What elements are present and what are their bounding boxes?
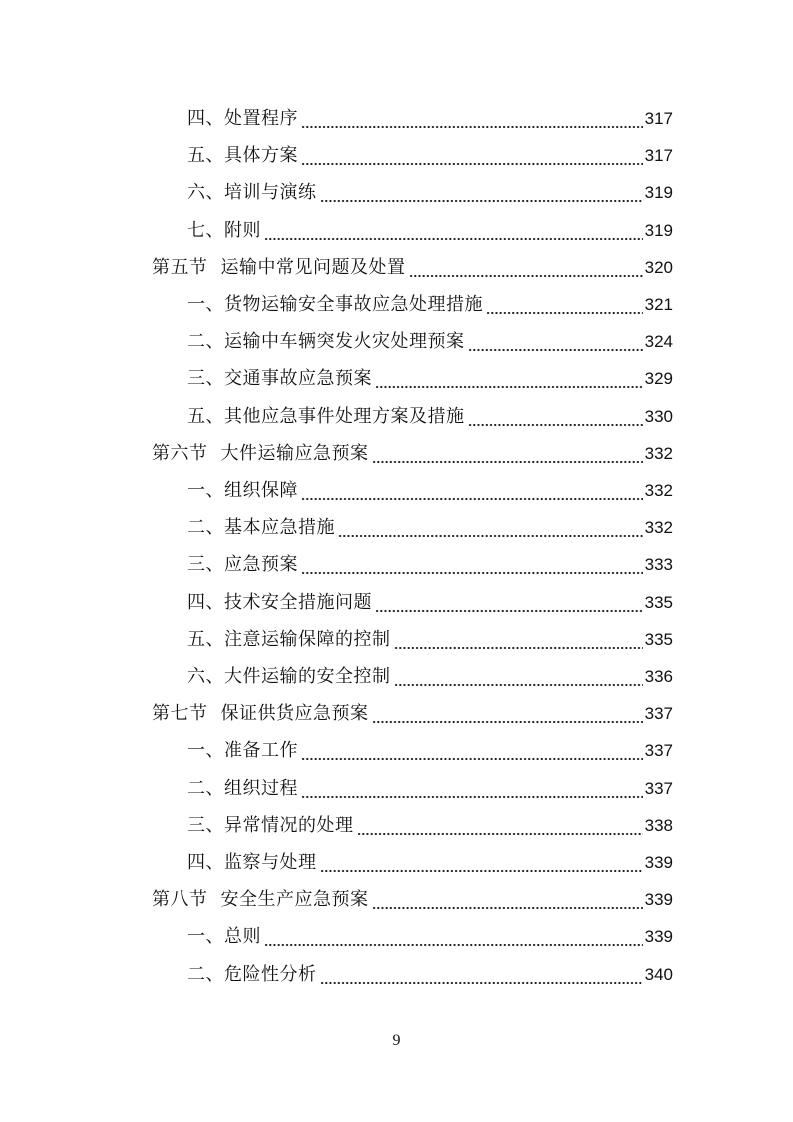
dot-leader [357, 807, 643, 844]
dot-leader [301, 732, 643, 769]
toc-subsection-entry[interactable] [187, 212, 673, 249]
toc-entry-page: 338 [644, 815, 673, 835]
toc-entry-title [187, 323, 465, 360]
toc-entry-title [187, 398, 465, 435]
toc-entry-page: 332 [644, 443, 673, 463]
toc-entry-page: 332 [644, 481, 673, 500]
toc-entry-text: 具体方案 [224, 145, 298, 167]
toc-entry-title [187, 844, 317, 881]
toc-entry-title [187, 732, 298, 769]
toc-entry-page: 332 [644, 518, 673, 538]
toc-entry-text: 监察与处理 [224, 852, 317, 873]
toc-entry-text: 异常情况的处理 [224, 814, 354, 836]
toc-section-entry[interactable] [152, 435, 673, 472]
toc-entry-page: 330 [644, 406, 673, 426]
toc-entry-number: 五、 [187, 628, 224, 650]
toc-subsection-entry[interactable] [187, 360, 673, 397]
toc-entry-number: 四、 [187, 591, 224, 613]
toc-entry-page: 335 [644, 629, 673, 649]
toc-entry-page: 336 [644, 667, 673, 686]
dot-leader [372, 435, 643, 472]
toc-entry-title [187, 100, 298, 137]
toc-entry-title [187, 918, 261, 955]
dot-leader [301, 770, 643, 807]
toc-entry-text: 交通事故应急预案 [224, 368, 372, 390]
toc-subsection-entry[interactable] [187, 174, 673, 211]
toc-entry-title [187, 546, 298, 583]
toc-entry-number: 四、 [187, 108, 224, 129]
toc-entry-title [187, 807, 354, 844]
toc-entry-text: 其他应急事件处理方案及措施 [224, 405, 465, 427]
toc-entry-number: 五、 [187, 405, 224, 427]
toc-entry-title [187, 584, 372, 621]
toc-entry-number: 一、 [187, 926, 224, 948]
dot-leader [320, 844, 643, 881]
dot-leader [468, 323, 643, 360]
toc-subsection-entry[interactable] [187, 286, 673, 323]
toc-entry-number: 第八节 [152, 889, 208, 911]
toc-entry-number: 第五节 [152, 256, 208, 278]
toc-section-entry[interactable] [152, 249, 673, 286]
toc-entry-text: 注意运输保障的控制 [224, 628, 391, 650]
dot-leader [301, 472, 643, 509]
toc-subsection-entry[interactable] [187, 323, 673, 360]
dot-leader [264, 212, 643, 249]
toc-entry-number: 一、 [187, 294, 224, 315]
toc-subsection-entry[interactable] [187, 621, 673, 658]
toc-section-entry[interactable] [152, 881, 673, 918]
toc-entry-page: 319 [644, 220, 673, 240]
toc-subsection-entry[interactable] [187, 732, 673, 769]
toc-subsection-entry[interactable] [187, 807, 673, 844]
toc-subsection-entry[interactable] [187, 100, 673, 137]
toc-entry-page: 324 [644, 332, 673, 352]
toc-entry-title [187, 509, 335, 546]
dot-leader [468, 398, 643, 435]
toc-subsection-entry[interactable] [187, 509, 673, 546]
toc-entry-title [152, 881, 369, 918]
toc-section-entry[interactable] [152, 695, 673, 732]
dot-leader [301, 137, 643, 174]
toc-entry-number: 六、 [187, 666, 224, 687]
toc-entry-text: 安全生产应急预案 [220, 889, 369, 911]
dot-leader [320, 174, 643, 211]
toc-entry-title [187, 472, 298, 509]
toc-entry-number: 三、 [187, 368, 224, 390]
toc-entry-title [187, 286, 483, 323]
toc-subsection-entry[interactable] [187, 546, 673, 583]
toc-entry-number: 六、 [187, 182, 224, 204]
toc-entry-text: 货物运输安全事故应急处理措施 [224, 294, 483, 315]
dot-leader [375, 360, 643, 397]
dot-leader [394, 621, 643, 658]
toc-entry-text: 培训与演练 [224, 182, 317, 204]
toc-entry-page: 339 [644, 927, 673, 947]
toc-entry-page: 319 [644, 183, 673, 203]
toc-entry-text: 组织保障 [224, 480, 298, 501]
toc-entry-number: 一、 [187, 480, 224, 501]
toc-subsection-entry[interactable] [187, 956, 673, 993]
toc-subsection-entry[interactable] [187, 472, 673, 509]
toc-entry-text: 大件运输应急预案 [220, 442, 369, 464]
dot-leader [372, 695, 643, 732]
toc-entry-page: 329 [644, 369, 673, 389]
toc-entry-page: 339 [644, 853, 673, 872]
toc-entry-number: 二、 [187, 963, 224, 985]
toc-entry-text: 技术安全措施问题 [224, 591, 372, 613]
dot-leader [264, 918, 643, 955]
toc-entry-number: 二、 [187, 331, 224, 353]
toc-entry-number: 第七节 [152, 703, 208, 725]
toc-entry-number: 二、 [187, 517, 224, 539]
toc-entry-title [152, 695, 369, 732]
toc-entry-page: 337 [644, 704, 673, 724]
toc-entry-page: 339 [644, 890, 673, 910]
toc-entry-title [152, 249, 406, 286]
dot-leader [372, 881, 643, 918]
toc-entry-page: 333 [644, 555, 673, 575]
toc-entry-number: 一、 [187, 740, 224, 762]
toc-entry-text: 保证供货应急预案 [220, 703, 369, 725]
toc-entry-number: 三、 [187, 814, 224, 836]
toc-entry-text: 危险性分析 [224, 963, 317, 985]
toc-entry-number: 三、 [187, 554, 224, 576]
toc-subsection-entry[interactable] [187, 398, 673, 435]
toc-subsection-entry[interactable] [187, 918, 673, 955]
toc-entry-page: 337 [644, 741, 673, 761]
toc-entry-text: 附则 [224, 219, 261, 241]
dot-leader [338, 509, 643, 546]
dot-leader [301, 100, 643, 137]
toc-entry-number: 二、 [187, 777, 224, 799]
toc-entry-title [187, 212, 261, 249]
toc-entry-page: 320 [644, 257, 673, 277]
toc-entry-page: 317 [644, 109, 673, 128]
toc-entry-page: 340 [644, 964, 673, 984]
toc-entry-text: 处置程序 [224, 108, 298, 129]
toc-entry-title [187, 658, 391, 695]
dot-leader [486, 286, 643, 323]
toc-entry-page: 335 [644, 592, 673, 612]
toc-entry-text: 运输中常见问题及处置 [220, 256, 406, 278]
toc-entry-title [187, 137, 298, 174]
toc-entry-text: 大件运输的安全控制 [224, 666, 391, 687]
toc-subsection-entry[interactable] [187, 658, 673, 695]
dot-leader [320, 956, 643, 993]
toc-subsection-entry[interactable] [187, 137, 673, 174]
toc-entry-title [187, 360, 372, 397]
toc-entry-page: 337 [644, 778, 673, 798]
toc-entry-number: 第六节 [152, 442, 208, 464]
toc-entry-text: 运输中车辆突发火灾处理预案 [224, 331, 465, 353]
toc-entry-number: 四、 [187, 852, 224, 873]
toc-entry-title [187, 174, 317, 211]
toc-subsection-entry[interactable] [187, 770, 673, 807]
page-number: 9 [392, 1032, 401, 1049]
toc-entry-title [187, 770, 298, 807]
toc-entry-number: 五、 [187, 145, 224, 167]
toc-subsection-entry[interactable] [187, 584, 673, 621]
dot-leader [375, 584, 643, 621]
dot-leader [409, 249, 643, 286]
toc-entry-number: 七、 [187, 219, 224, 241]
toc-entry-title [152, 435, 369, 472]
toc-entry-text: 基本应急措施 [224, 517, 335, 539]
toc-entry-text: 总则 [224, 926, 261, 948]
toc-subsection-entry[interactable] [187, 844, 673, 881]
toc-entry-title [187, 956, 317, 993]
dot-leader [394, 658, 643, 695]
toc-entry-text: 组织过程 [224, 777, 298, 799]
toc-entry-page: 321 [644, 295, 673, 314]
toc-entry-text: 准备工作 [224, 740, 298, 762]
toc-entry-title [187, 621, 391, 658]
toc-entry-text: 应急预案 [224, 554, 298, 576]
toc-entry-page: 317 [644, 146, 673, 166]
dot-leader [301, 546, 643, 583]
